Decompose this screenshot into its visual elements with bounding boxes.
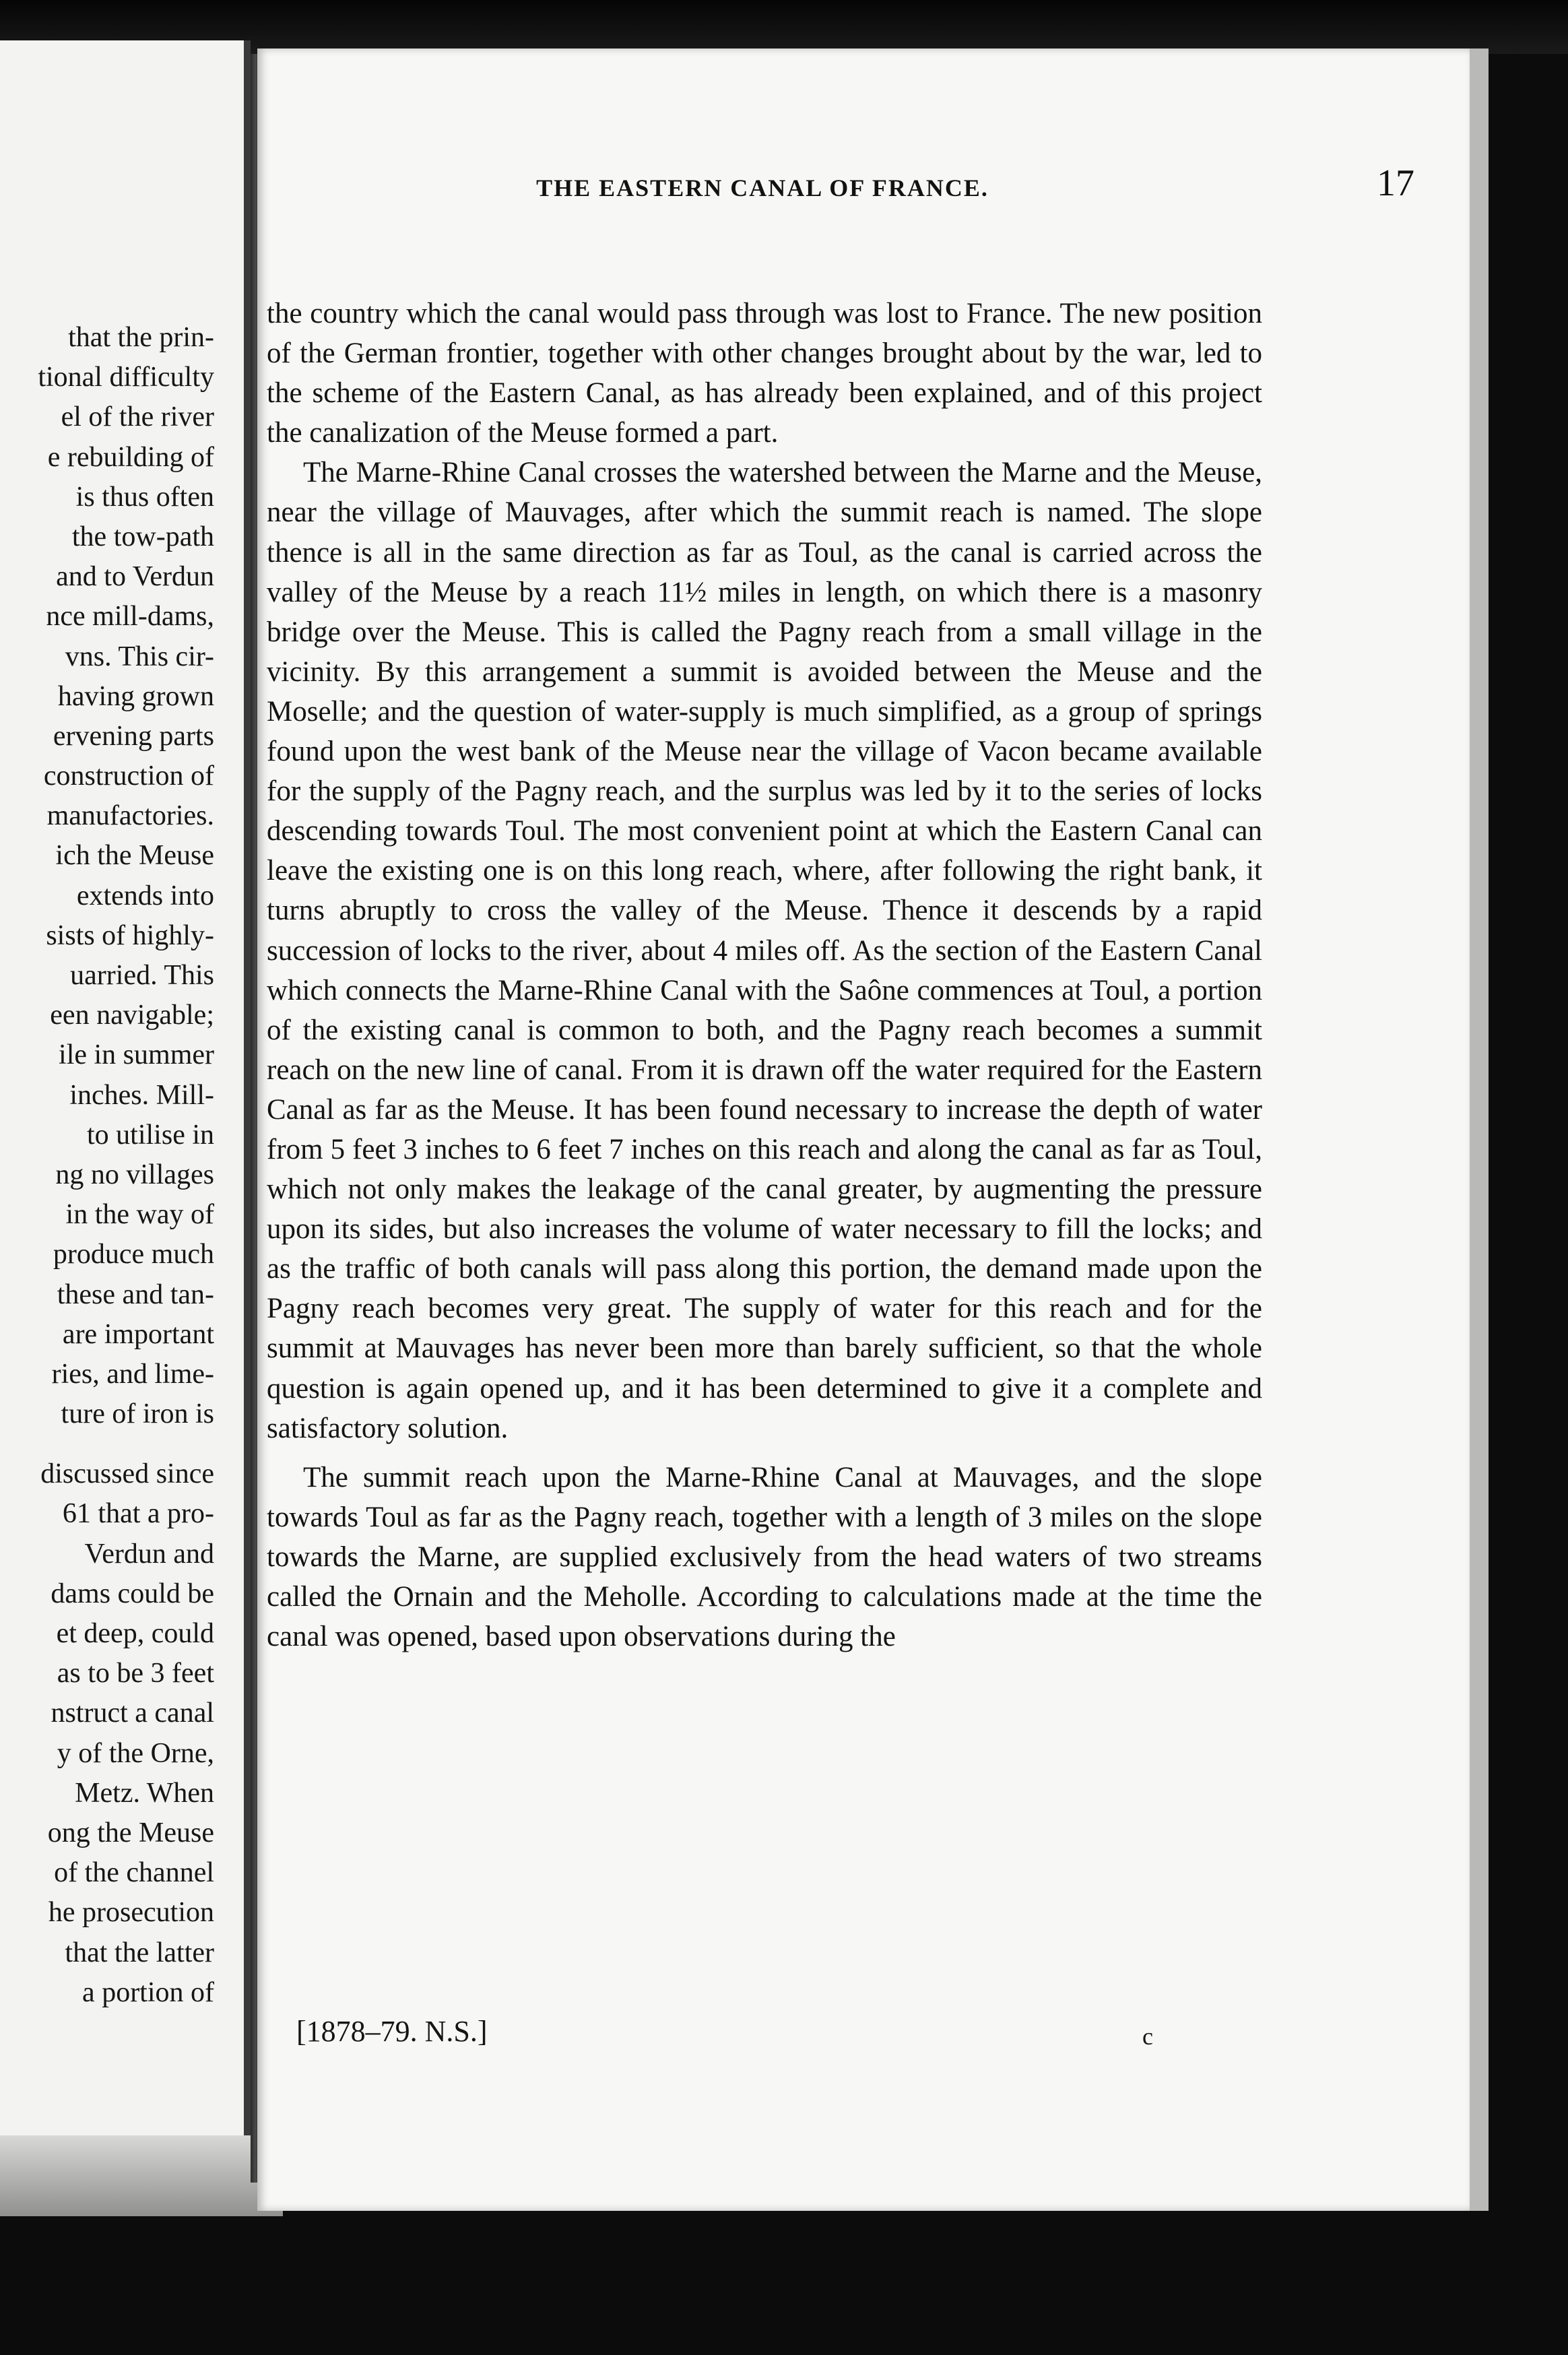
left-page-line: een navigable;: [50, 1000, 214, 1031]
left-page-line: that the prin-: [68, 322, 214, 353]
left-page-line: 61 that a pro-: [62, 1498, 214, 1530]
left-page-line: e rebuilding of: [47, 441, 214, 473]
left-page-line: to utilise in: [87, 1119, 214, 1151]
page-number: 17: [1377, 162, 1414, 204]
left-page-line: as to be 3 feet: [57, 1658, 214, 1689]
left-page-line: nce mill-dams,: [46, 601, 214, 633]
left-page-line: are important: [62, 1318, 214, 1350]
left-page-line: ich the Meuse: [55, 840, 214, 872]
left-page-line: and to Verdun: [56, 561, 214, 593]
gathering-mark: c: [1142, 2023, 1153, 2050]
left-page-text: [0, 318, 214, 2013]
running-head: THE EASTERN CANAL OF FRANCE.: [536, 174, 989, 201]
left-page-bottom-edge: [0, 2135, 283, 2223]
left-page-line: sists of highly-: [46, 920, 214, 951]
left-page-line: in the way of: [65, 1199, 214, 1231]
left-page-line: having grown: [57, 680, 214, 712]
paragraph: The summit reach upon the Marne-Rhine Canal at Mauvages, and the slope towards Toul as far as the Pagny reach, together with a length of 3 miles on the slope towards the Marne, are supplied exclusively from the head waters of two streams called the Ornain and the Meholle. According to calculations made at the time the canal was opened, based upon observations during the: [267, 1461, 1262, 1653]
left-page-line: ries, and lime-: [51, 1358, 214, 1390]
left-page-line: he prosecution: [48, 1897, 214, 1929]
left-page-line: ervening parts: [53, 720, 214, 752]
left-page-line: Verdun and: [84, 1538, 214, 1570]
left-page-line: y of the Orne,: [57, 1737, 214, 1769]
left-page-line: dams could be: [51, 1578, 214, 1609]
left-page-line: uarried. This: [70, 960, 214, 991]
body-text: [267, 294, 1262, 1656]
left-page-line: vns. This cir-: [65, 641, 214, 672]
left-page-line: that the latter: [65, 1937, 214, 1968]
scanner-border-bottom: [0, 2216, 1568, 2355]
left-page-line: et deep, could: [56, 1618, 214, 1649]
paragraph: The Marne-Rhine Canal crosses the watershed between the Marne and the Meuse, near the village of Mauvages, after which the summit reach is named. The slope thence is all in the same direction as far as Toul, as the canal is carried across the valley of the Meuse by a reach 11½ miles in length, on which there is a masonry bridge over the Meuse. This is called the Pagny reach from a small village in the vicinity. By this arrangement a summit is avoided between the Meuse and the Moselle; and the question of water-supply is much simplified, as a group of springs found upon the west bank of the Meuse near the village of Vacon became available for the supply of the Pagny reach, and the surplus was led by it to the series of locks descending towards Toul. The most convenient point at which the Eastern Canal can leave the existing one is on this long reach, where, after following the right bank, it turns abruptly to cross the valley of the Meuse. Thence it descends by a rapid succession of locks to the river, about 4 miles off. As the section of the Eastern Canal which connects the Marne-Rhine Canal with the Saône commences at Toul, a portion of the existing canal is common to both, and the Pagny reach becomes a summit reach on the new line of canal. From it is drawn off the water required for the Eastern Canal as far as the Meuse. It has been found necessary to increase the depth of water from 5 feet 3 inches to 6 feet 7 inches on this reach and along the canal as far as Toul, which not only makes the leakage of the canal greater, by augmenting the pressure upon its sides, but also increases the volume of water necessary to fill the locks; and as the traffic of both canals will pass along this portion, the demand made upon the Pagny reach becomes very great. The supply of water for this reach and for the summit at Mauvages has never been more than barely sufficient, so that the whole question is again opened up, and it has been determined to give it a complete and satisfactory solution.: [267, 457, 1262, 1444]
left-page-line: these and tan-: [57, 1279, 214, 1310]
left-page-line: inches. Mill-: [69, 1079, 214, 1111]
left-page-line: of the channel: [54, 1857, 214, 1889]
left-page-line: a portion of: [82, 1976, 214, 2008]
left-page-line: extends into: [76, 880, 214, 911]
left-page-line: discussed since: [40, 1458, 214, 1490]
left-page-line: is thus often: [75, 481, 214, 513]
left-page-line: manufactories.: [46, 800, 214, 832]
signature-footer: [1878–79. N.S.]: [296, 2015, 488, 2048]
left-page-line: el of the river: [61, 401, 214, 433]
left-page-line: ile in summer: [59, 1039, 214, 1071]
left-page-line: produce much: [53, 1239, 214, 1270]
left-page-fragment: [0, 40, 251, 2230]
left-page-line: Metz. When: [75, 1777, 214, 1809]
paragraph: the country which the canal would pass through was lost to France. The new position of the German frontier, together with other changes brought about by the war, led to the scheme of the Eastern Canal, as has already been explained, and of this project the canalization of the Meuse formed a part.: [267, 298, 1262, 449]
left-page-line: tional difficulty: [38, 362, 214, 393]
left-page-line: the tow-path: [71, 521, 214, 552]
left-page-line: ng no villages: [55, 1159, 214, 1190]
left-page-line: construction of: [43, 761, 214, 792]
left-page-line: ong the Meuse: [47, 1817, 214, 1848]
left-page-line: ture of iron is: [61, 1398, 214, 1430]
left-page-gap: [0, 1434, 214, 1454]
left-page-line: nstruct a canal: [51, 1698, 214, 1729]
